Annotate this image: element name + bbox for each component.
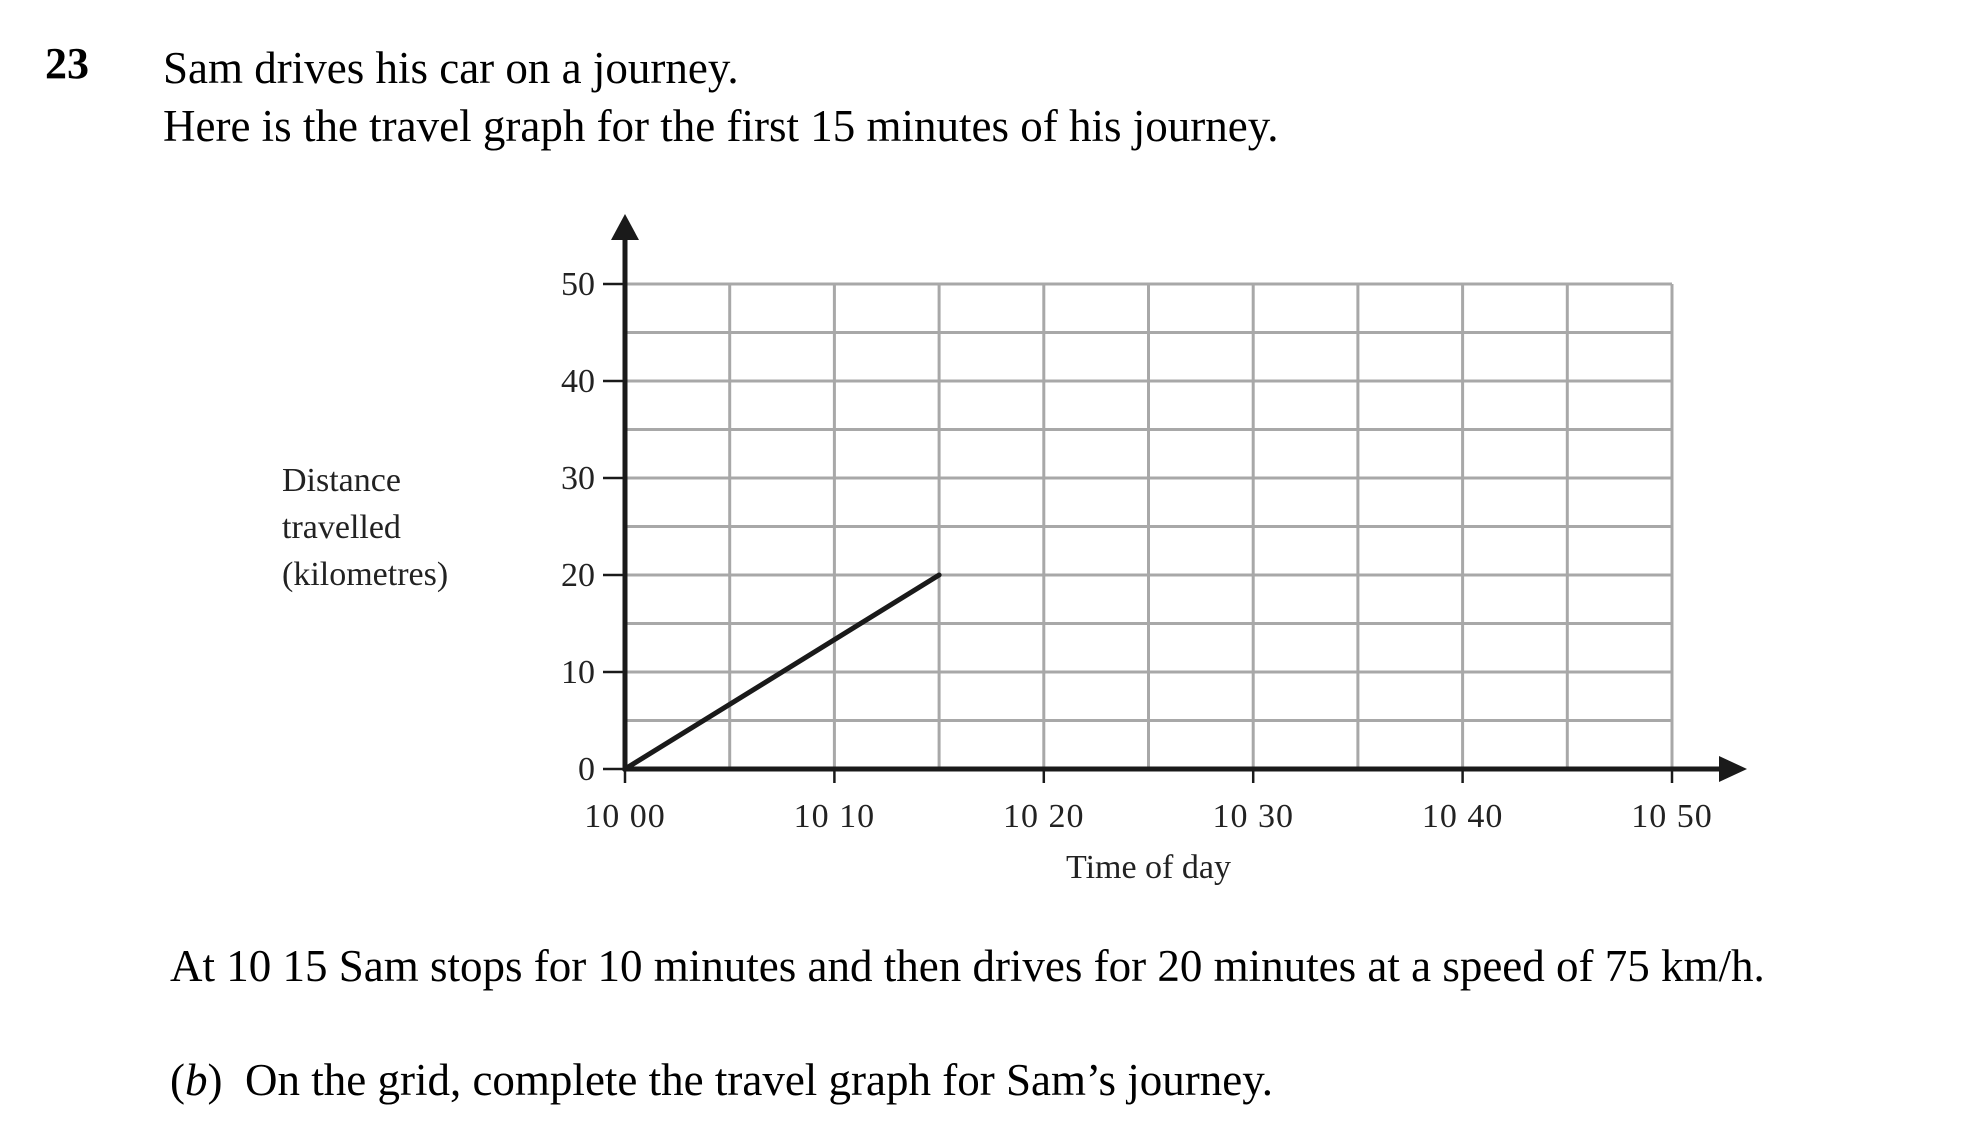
y-tick-label: 10 (561, 654, 595, 691)
y-tick-label: 50 (561, 266, 595, 303)
part-b-question: (b) On the grid, complete the travel graph for Sam’s journey. (170, 1055, 1274, 1105)
x-axis-label: Time of day (1066, 849, 1231, 886)
x-tick-label: 10 30 (1212, 798, 1294, 835)
x-tick-label: 10 20 (1003, 798, 1085, 835)
chart-grid (625, 284, 1672, 769)
question-instruction: At 10 15 Sam stops for 10 minutes and then drives for 20 minutes at a speed of 75 km/h. (170, 941, 1765, 991)
question-stem-line-1: Sam drives his car on a journey. (163, 43, 739, 93)
x-tick-label: 10 10 (793, 798, 876, 835)
part-label: b (185, 1055, 208, 1105)
y-tick-label: 20 (561, 557, 595, 594)
y-axis-arrow-icon (611, 214, 639, 240)
x-axis-arrow-icon (1719, 756, 1747, 782)
y-axis-label-line: Distance (282, 462, 401, 499)
part-b-text: On the grid, complete the travel graph for Sam’s journey. (245, 1055, 1274, 1105)
x-tick-label: 10 00 (584, 798, 666, 835)
question-number: 23 (45, 39, 89, 88)
y-axis-label-line: travelled (282, 509, 401, 546)
y-tick-label: 40 (561, 363, 595, 400)
y-tick-label: 30 (561, 460, 595, 497)
y-tick-label: 0 (578, 751, 595, 788)
y-axis-label-line: (kilometres) (282, 556, 449, 593)
chart-axes (603, 214, 1747, 783)
x-tick-label: 10 50 (1631, 798, 1713, 835)
question-stem-line-2: Here is the travel graph for the first 15 minutes of his journey. (163, 101, 1279, 151)
x-tick-label: 10 40 (1421, 798, 1504, 835)
